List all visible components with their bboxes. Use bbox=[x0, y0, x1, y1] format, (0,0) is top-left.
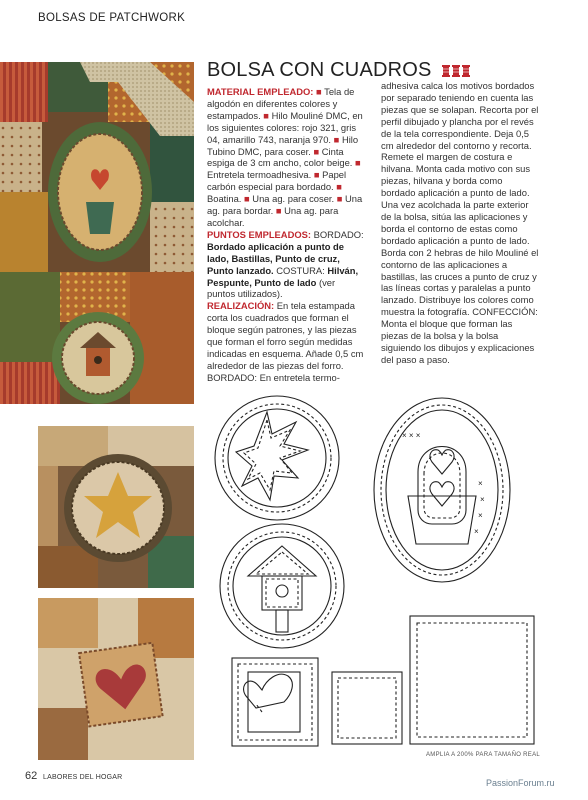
material-item: Entretela termoadhesiva. bbox=[207, 169, 312, 181]
watermark: PassionForum.ru bbox=[486, 778, 555, 788]
birdhouse-pattern bbox=[220, 524, 344, 648]
realizacion-label: REALIZACIÓN: bbox=[207, 300, 275, 312]
page-number: 62 bbox=[25, 770, 38, 782]
enlargement-caption: AMPLIA A 200% PARA TAMAÑO REAL bbox=[426, 752, 541, 758]
svg-text:×: × bbox=[478, 511, 483, 520]
material-item: Cinta espiga de 3 cm ancho, color beige. bbox=[207, 145, 353, 169]
star-detail-photo bbox=[38, 426, 194, 588]
bag-photo bbox=[0, 62, 194, 404]
material-item: Hilo Mouliné DMC, en los siguientes colores: rojo 321, gris 04, amarillo 743, naranja 970. bbox=[207, 109, 363, 145]
svg-text:×: × bbox=[478, 479, 483, 488]
bullet: ■ bbox=[336, 193, 343, 205]
bullet: ■ bbox=[336, 181, 342, 193]
bordado-label: BORDADO: bbox=[313, 228, 364, 240]
bordado-stitches: Bordado aplicación a punto de lado, Bastillas, Punto de cruz, Punto lanzado. bbox=[207, 240, 344, 276]
section-title: BOLSAS DE PATCHWORK bbox=[38, 12, 186, 24]
costura-label: COSTURA: bbox=[276, 264, 325, 276]
bullet: ■ bbox=[333, 133, 340, 145]
magazine-name: LABORES DEL HOGAR bbox=[43, 774, 123, 781]
puntos-label: PUNTOS EMPLEADOS: bbox=[207, 228, 312, 240]
spools-icon bbox=[441, 65, 471, 77]
material-item: Una ag. para acolchar. bbox=[207, 205, 339, 228]
title-text: BOLSA CON CUADROS bbox=[207, 59, 432, 81]
costura-stitches: Hilván, Pespunte, Punto de lado bbox=[207, 264, 359, 288]
oval-heart-basket-pattern bbox=[374, 398, 510, 582]
square-heart-pattern bbox=[232, 658, 318, 746]
large-square-pattern bbox=[410, 616, 534, 744]
material-item: Papel carbón especial para bordado. bbox=[207, 169, 347, 193]
svg-text:×: × bbox=[474, 527, 479, 536]
bullet: ■ bbox=[313, 145, 320, 157]
svg-text:×: × bbox=[480, 495, 485, 504]
realizacion-continued: adhesiva calca los motivos bordados por separado teniendo en cuenta las piezas que se solapan. Recorta por el perfil dibujado y plancha por el revés de la tela correspondiente. Deja 0,5 cm alrededor del contorno y recorta. Remete el margen de costura e hilvana. Monta cada motivo con sus piezas, hilvana y borda como bordado aplicación a punto de lado. Una vez acolchada la parte exterior de la bolsa, sitúa las aplicaciones y borda el contorno de estas como bordado aplicación a punto de lado. Borda con 2 hebras de hilo Mouliné el contorno de las aplicaciones a bastillas, las cruces a punto de cruz y las líneas cortas y paralelas a punto lanzado. Distribuye los colores como muestra la fotografía. CONFECCIÓN: Monta el bloque que forman las piezas de la bolsa y la bolsa siguiendo los dibujos y explicaciones del paso a paso. bbox=[381, 80, 539, 365]
realizacion-text: En tela estampada corta los cuadrados que forman el bloque según patrones, y las piezas que forman el forro según medidas indicadas en esquema. Añade 0,5 cm alrededor de las piezas del forro. BORDADO: En entretela termo- bbox=[207, 300, 364, 383]
costura-note: (ver puntos utilizados). bbox=[207, 276, 336, 300]
instructions-column-right bbox=[381, 80, 539, 366]
realizacion-paragraph bbox=[207, 300, 365, 383]
small-square-pattern bbox=[332, 672, 402, 744]
material-paragraph bbox=[207, 86, 365, 229]
puntos-paragraph bbox=[207, 229, 365, 300]
material-item: Boatina. bbox=[207, 193, 242, 205]
material-label: MATERIAL EMPLEADO: bbox=[207, 86, 314, 97]
star-pattern bbox=[215, 396, 339, 520]
material-item: Hilo Tubino DMC, para coser. bbox=[207, 133, 359, 157]
bullet: ■ bbox=[263, 109, 269, 121]
bullet: ■ bbox=[355, 157, 361, 169]
material-item: Una ag. para coser. bbox=[252, 193, 335, 205]
bullet: ■ bbox=[316, 86, 322, 97]
page-title bbox=[207, 59, 471, 82]
page-footer bbox=[25, 770, 122, 782]
bullet: ■ bbox=[313, 169, 320, 181]
material-item: Tela de algodón en diferentes colores y estampados. bbox=[207, 86, 355, 121]
material-item: Una ag. para bordar. bbox=[207, 193, 363, 217]
instructions-column-left bbox=[207, 86, 365, 384]
heart-detail-photo bbox=[38, 598, 194, 760]
bullet: ■ bbox=[275, 205, 282, 217]
bullet: ■ bbox=[244, 193, 250, 205]
embroidery-patterns bbox=[212, 378, 562, 750]
svg-text:× × ×: × × × bbox=[402, 431, 421, 440]
